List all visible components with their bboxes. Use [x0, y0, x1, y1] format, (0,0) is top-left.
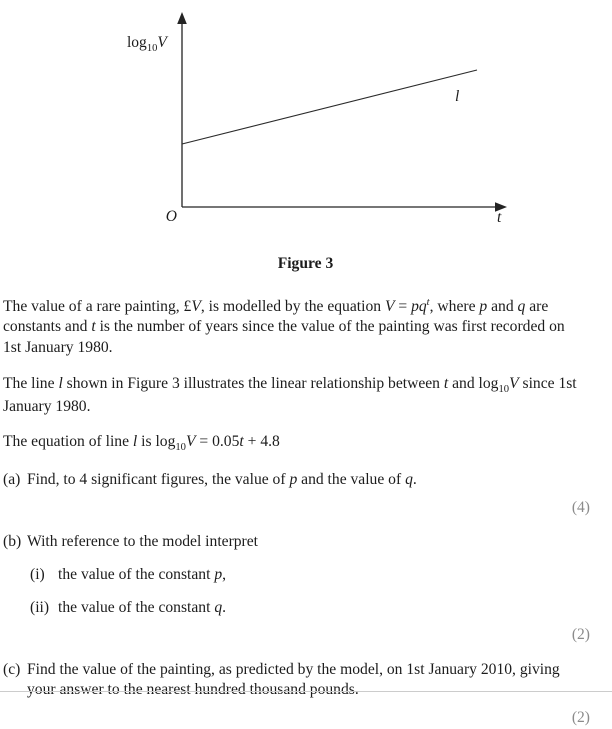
part-b-text: With reference to the model interpret: [27, 533, 259, 551]
subpart-ii-text: the value of the constant q.: [58, 598, 227, 616]
part-c-text: Find the value of the painting, as predicted by the model, on 1st January 2010, giving your answer to the nearest hundred thousand pounds.: [27, 660, 560, 699]
intro-paragraph-1: The value of a rare painting, £V, is modelled by the equation $V = pq^t$, where p and q are constants and t is the number of years since the value of the painting was first recorded on 1st January 1980.: [3, 296, 565, 356]
part-a-label: (a): [3, 471, 21, 489]
part-b-subpart-i: [30, 565, 608, 586]
origin-label: O: [165, 208, 177, 225]
subpart-i-text: the value of the constant p,: [58, 566, 227, 584]
x-axis-label: t: [497, 209, 502, 226]
figure-graph: [0, 0, 612, 238]
question-part-b: [3, 532, 590, 553]
part-b-marks: (2): [571, 626, 590, 644]
part-c-label: (c): [3, 660, 21, 678]
equation-paragraph: The equation of line l is $\log_{10}V = 0.05t + 4.8$: [3, 433, 280, 454]
part-a-text: Find, to 4 significant figures, the value of p and the value of q.: [27, 471, 417, 489]
intro-paragraph-2: The line l shown in Figure 3 illustrates the linear relationship between t and $\log_{10}V$ since 1st January 1980.: [3, 374, 577, 415]
figure-caption: Figure 3: [277, 255, 334, 272]
part-c-marks: (2): [571, 708, 590, 726]
part-a-marks: (4): [571, 498, 590, 516]
part-b-label: (b): [3, 533, 22, 551]
subpart-ii-label: (ii): [30, 598, 50, 616]
y-axis-label: $\log_{10}V$: [127, 34, 167, 54]
page-divider: [0, 691, 612, 692]
question-part-c: [3, 660, 590, 701]
line-l-label: l: [455, 88, 460, 105]
y-axis-arrow-icon: [177, 12, 187, 24]
question-part-a: [3, 470, 590, 491]
subpart-i-label: (i): [30, 566, 45, 584]
line-l: [182, 70, 477, 144]
figure-3-sketch: [0, 0, 612, 238]
part-b-subpart-ii: [30, 598, 608, 619]
